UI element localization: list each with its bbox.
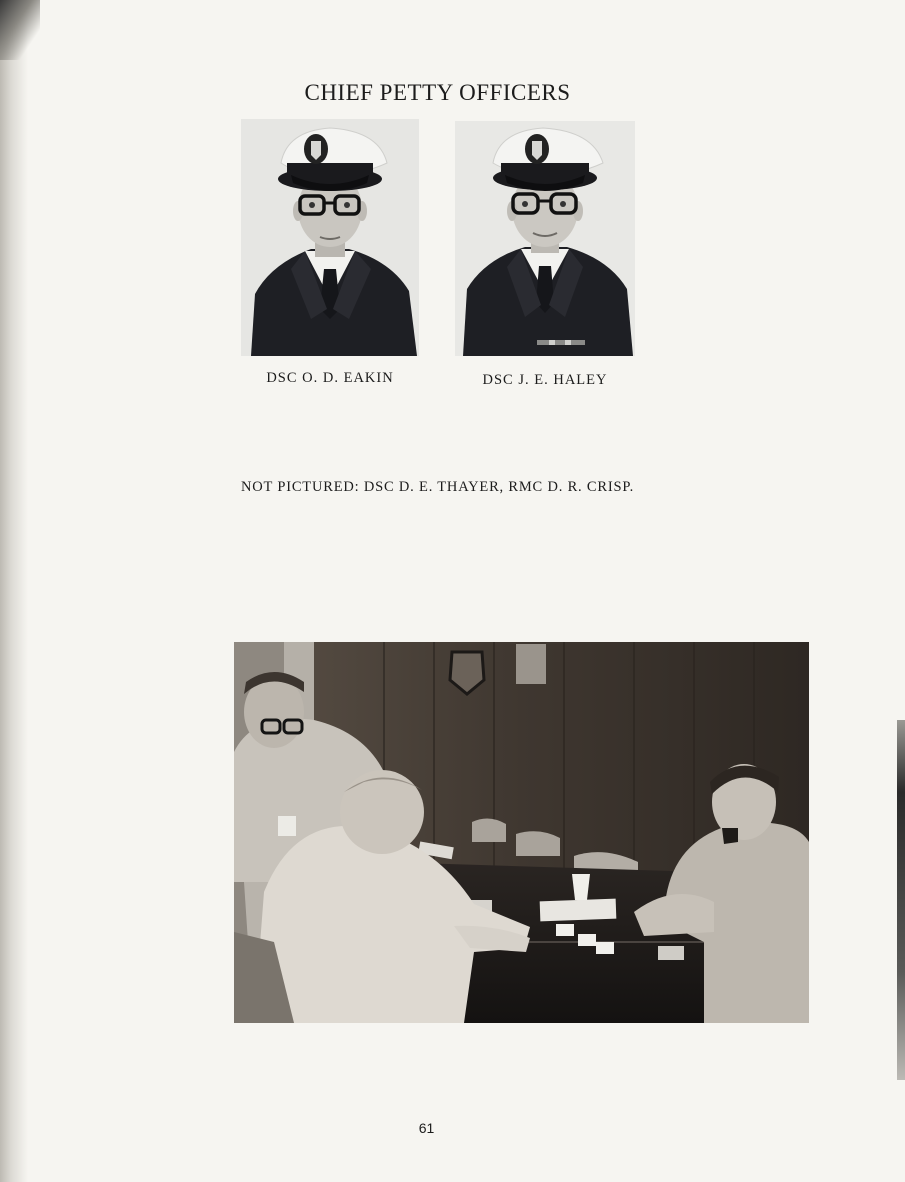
not-pictured-note: NOT PICTURED: DSC D. E. THAYER, RMC D. R. CRISP. [240,479,635,495]
binding-shadow [0,0,28,1182]
page-title: CHIEF PETTY OFFICERS [304,80,571,105]
portrait-caption-eakin: DSC O. D. EAKIN [266,370,394,386]
group-photo-card-game [234,642,809,1023]
page-edge-shadow [897,720,905,1080]
portrait-haley [455,121,635,356]
page-number: 61 [418,1120,435,1136]
binding-corner-shadow [0,0,40,60]
portrait-eakin [241,119,419,356]
portrait-caption-haley: DSC J. E. HALEY [482,372,608,388]
